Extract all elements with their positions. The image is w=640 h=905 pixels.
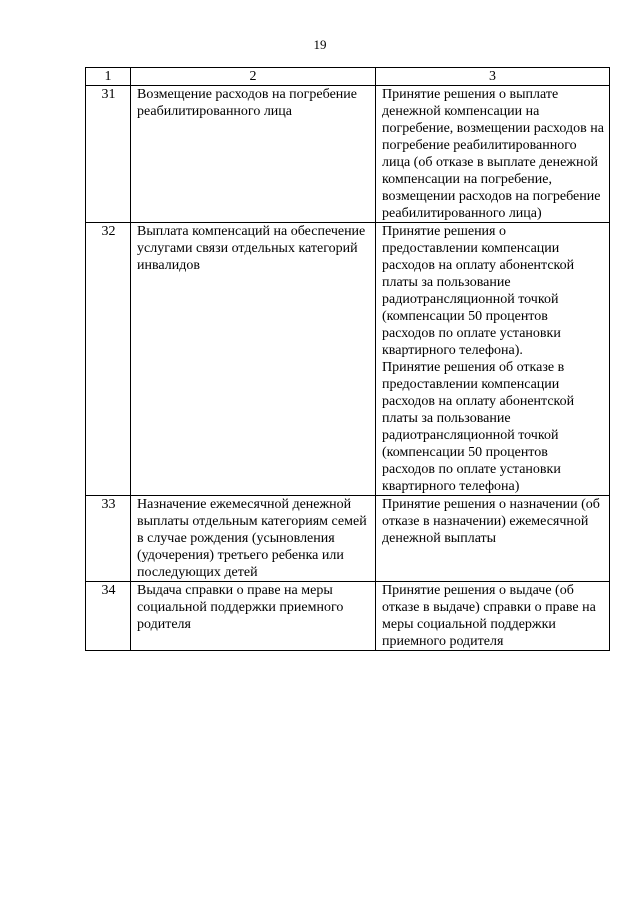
column-header-1: 1 <box>86 68 131 86</box>
row-number: 31 <box>86 86 131 223</box>
column-header-2: 2 <box>131 68 376 86</box>
table-row <box>86 496 610 582</box>
page-number: 19 <box>313 37 327 52</box>
result-text: Принятие решения об отказе в предоставлении компенсации расходов на оплату абонентской платы за пользование радиотрансляционной точкой (компенсации 50 процентов расходов по оплате установки квартирного телефона) <box>382 360 575 494</box>
column-header-3: 3 <box>376 68 610 86</box>
result-text: Принятие решения о назначении (об отказе в назначении) ежемесячной денежной выплаты <box>382 497 600 546</box>
service-name-cell: Возмещение расходов на погребение реабилитированного лица <box>131 86 376 223</box>
table-row <box>86 223 610 496</box>
result-cell <box>376 223 610 496</box>
result-cell <box>376 86 610 223</box>
row-number: 32 <box>86 223 131 496</box>
result-cell <box>376 582 610 651</box>
row-number: 34 <box>86 582 131 651</box>
result-text: Принятие решения о предоставлении компенсации расходов на оплату абонентской платы за пользование радиотрансляционной точкой (компенсации 50 процентов расходов по оплате установки квартирного телефона). <box>382 224 575 358</box>
result-text: Принятие решения о выдаче (об отказе в выдаче) справки о праве на меры социальной поддержки приемного родителя <box>382 583 596 649</box>
result-cell <box>376 496 610 582</box>
service-name-cell: Выдача справки о праве на меры социальной поддержки приемного родителя <box>131 582 376 651</box>
table-row <box>86 86 610 223</box>
service-name-cell: Назначение ежемесячной денежной выплаты отдельным категориям семей в случае рождения (усыновления (удочерения) третьего ребенка или последующих детей <box>131 496 376 582</box>
service-name-cell: Выплата компенсаций на обеспечение услугами связи отдельных категорий инвалидов <box>131 223 376 496</box>
services-table <box>85 67 610 651</box>
row-number: 33 <box>86 496 131 582</box>
table-row <box>86 582 610 651</box>
result-text: Принятие решения о выплате денежной компенсации на погребение, возмещении расходов на погребение реабилитированного лица (об отказе в выплате денежной компенсации на погребение, возмещении расходов на погребение реабилитированного лица) <box>382 87 604 221</box>
table-header-row <box>86 68 610 86</box>
